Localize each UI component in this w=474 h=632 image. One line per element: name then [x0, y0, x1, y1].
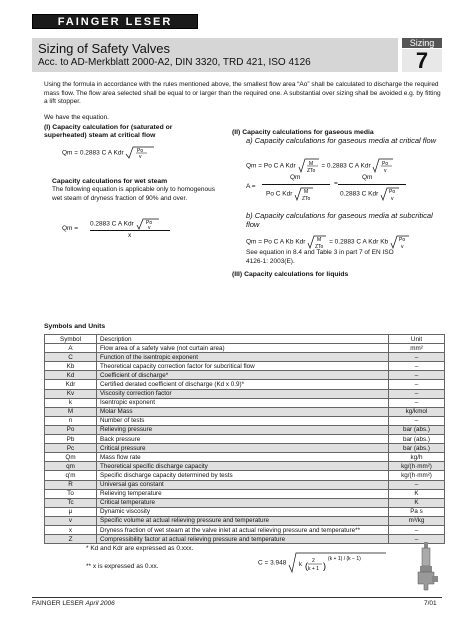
table-header-row — [45, 335, 445, 344]
cell-unit: – — [389, 362, 445, 371]
footer-date: April 2006 — [85, 600, 115, 607]
cell-symbol: A — [45, 344, 97, 353]
cell-description: Back pressure — [97, 435, 389, 444]
sqrt-po-v-icon-2 — [372, 158, 394, 174]
cell-symbol: C — [45, 353, 97, 362]
sqrt-m-zto-den-icon — [294, 187, 314, 201]
cell-unit: – — [389, 371, 445, 380]
cell-symbol: Kdr — [45, 380, 97, 389]
equation-gas-subcritical-alt: = 0.2883 C A Kdr Kb — [329, 238, 389, 246]
cell-symbol: Po — [45, 425, 97, 434]
svg-text:k + 1: k + 1 — [308, 566, 320, 572]
svg-text:Po: Po — [137, 148, 144, 154]
cell-description: Flow area of a safety valve (not curtain area) — [97, 344, 389, 353]
symbols-table — [44, 334, 445, 544]
cell-symbol: Z — [45, 535, 97, 544]
cell-description: Isentropic exponent — [97, 398, 389, 407]
cell-unit: kg/(h·mm²) — [389, 462, 445, 471]
table-row — [45, 371, 445, 380]
svg-text:): ) — [323, 561, 327, 571]
heading-steam-critical: (I) Capacity calculation for (saturated or superheated) steam at critical flow — [44, 124, 173, 139]
svg-text:Po: Po — [389, 189, 396, 195]
cell-symbol: x — [45, 525, 97, 534]
sqrt-wet-icon — [136, 218, 160, 230]
cell-unit: – — [389, 535, 445, 544]
cell-description: Relieving temperature — [97, 489, 389, 498]
footer-rule — [32, 597, 442, 598]
svg-text:(k + 1) / (k − 1): (k + 1) / (k − 1) — [328, 556, 361, 562]
see-equation-text: See equation in 8.4 and Table 3 in part 7 of EN ISO 4126-1: 2003(E). — [246, 249, 394, 265]
intro-paragraph: Using the formula in accordance with the rules mentioned above, the smallest flow area “Ao” shall be calculated to discharge the required mass flow. The flow area selected shall be equal to or larger than the required one. A substantial over sizing shall be avoided e.g. by fitting a lift stopper. — [44, 81, 441, 105]
cell-symbol: R — [45, 480, 97, 489]
table-row — [45, 398, 445, 407]
cell-symbol: k — [45, 398, 97, 407]
svg-text:v: v — [147, 225, 151, 230]
cell-symbol: qm — [45, 462, 97, 471]
cell-unit: – — [389, 398, 445, 407]
cell-symbol: v — [45, 516, 97, 525]
note-x: ** x is expressed as 0.xx. — [86, 563, 159, 570]
cell-symbol: Kd — [45, 371, 97, 380]
cell-description: Molar Mass — [97, 407, 389, 416]
header-symbol: Symbol — [45, 335, 97, 344]
svg-text:Po: Po — [398, 237, 406, 243]
cell-description: Specific discharge capacity determined by tests — [97, 471, 389, 480]
equation-wet-text: 0.2883 C A Kdr — [90, 220, 134, 228]
equation-gas-critical-text: Qm = Po C A Kdr — [246, 162, 296, 170]
table-row — [45, 462, 445, 471]
cell-unit: kg/h — [389, 453, 445, 462]
svg-text:(: ( — [305, 561, 309, 571]
table-row — [45, 453, 445, 462]
svg-text:M: M — [304, 189, 309, 195]
cell-description: Coefficient of discharge* — [97, 371, 389, 380]
footer-company — [32, 600, 115, 607]
page-title: Sizing of Safety Valves — [38, 41, 170, 56]
cell-unit: kg/kmol — [389, 407, 445, 416]
fraction-bar-area-2 — [338, 184, 406, 185]
page-subtitle: Acc. to AD-Merkblatt 2000-A2, DIN 3320, TRD 421, ISO 4126 — [38, 57, 311, 68]
equation-gas-subcritical-text: Qm = Po C A Kb Kdr — [246, 238, 306, 246]
cell-description: Certified derated coefficient of discharge (Kd x 0.9)* — [97, 380, 389, 389]
cell-description: Specific volume at actual relieving pressure and temperature — [97, 516, 389, 525]
equation-gas-subcritical — [246, 235, 410, 249]
equation-area-denominator-2 — [340, 187, 400, 201]
cell-unit: Pa s — [389, 507, 445, 516]
symbols-table-body — [45, 344, 445, 544]
table-row — [45, 498, 445, 507]
equation-area-denominator — [266, 187, 314, 201]
equation-area-numerator-2: Qm — [362, 174, 373, 181]
svg-text:v: v — [400, 244, 404, 249]
title-block — [32, 38, 398, 72]
sqrt-po-v-sub-icon — [390, 235, 410, 249]
symbols-title: Symbols and Units — [44, 323, 106, 330]
table-row — [45, 444, 445, 453]
svg-text:k: k — [299, 562, 303, 568]
table-row — [45, 471, 445, 480]
table-row — [45, 525, 445, 534]
equation-gas-critical — [246, 158, 394, 174]
cell-symbol: Tc — [45, 498, 97, 507]
table-row — [45, 407, 445, 416]
cell-unit: – — [389, 380, 445, 389]
table-row — [45, 516, 445, 525]
subheading-critical-flow: a) Capacity calculations for gaseous media at critical flow — [246, 136, 437, 145]
svg-text:v: v — [384, 168, 387, 174]
svg-text:Po: Po — [382, 161, 389, 167]
note-kd: * Kd and Kdr are expressed as 0.xxx. — [86, 545, 194, 552]
cell-symbol: M — [45, 407, 97, 416]
table-row — [45, 344, 445, 353]
cell-symbol: To — [45, 489, 97, 498]
sqrt-m-zto-sub-icon — [307, 235, 327, 249]
cell-unit: bar (abs.) — [389, 435, 445, 444]
cell-symbol: Kv — [45, 389, 97, 398]
svg-text:2: 2 — [312, 558, 315, 564]
cell-symbol: Kb — [45, 362, 97, 371]
table-row — [45, 480, 445, 489]
cell-description: Number of tests — [97, 416, 389, 425]
cell-description: Mass flow rate — [97, 453, 389, 462]
table-row — [45, 489, 445, 498]
cell-unit: bar (abs.) — [389, 444, 445, 453]
cell-unit: – — [389, 416, 445, 425]
table-row — [45, 435, 445, 444]
sqrt-po-v-den-icon — [380, 187, 400, 201]
svg-text:v: v — [139, 154, 142, 160]
cell-unit: bar (abs.) — [389, 425, 445, 434]
sqrt-m-zto-icon — [298, 158, 320, 174]
equation-c — [258, 552, 388, 574]
cell-description: Relieving pressure — [97, 425, 389, 434]
cell-unit: m³/kg — [389, 516, 445, 525]
equals-sign: = — [334, 180, 338, 187]
svg-text:ZTo: ZTo — [315, 244, 324, 249]
header-description: Description — [97, 335, 389, 344]
cell-unit: mm² — [389, 344, 445, 353]
cell-symbol: q'm — [45, 471, 97, 480]
heading-liquids: (III) Capacity calculations for liquids — [232, 271, 349, 278]
header-unit: Unit — [389, 335, 445, 344]
cell-description: Universal gas constant — [97, 480, 389, 489]
svg-text:v: v — [391, 196, 394, 201]
svg-text:M: M — [317, 237, 322, 243]
cell-unit: – — [389, 525, 445, 534]
cell-unit: – — [389, 353, 445, 362]
cell-description: Theoretical capacity correction factor for subcritical flow — [97, 362, 389, 371]
wet-steam-text: The following equation is applicable only to homogenous wet steam of dryness fraction of 90% and over. — [52, 186, 215, 202]
cell-description: Dryness fraction of wet steam at the valve inlet at actual relieving pressure and temperature** — [97, 525, 389, 534]
cell-description: Critical temperature — [97, 498, 389, 507]
table-row — [45, 535, 445, 544]
page-number: 7/01 — [424, 600, 437, 607]
cell-unit: kg/(h·mm²) — [389, 471, 445, 480]
footer-company-name: FAINGER LESER — [32, 600, 84, 607]
fraction-bar-area — [262, 184, 330, 185]
cell-symbol: Qm — [45, 453, 97, 462]
section-number: 7 — [402, 49, 442, 72]
cell-unit: K — [389, 489, 445, 498]
c-function-icon — [288, 552, 388, 574]
sqrt-po-v-icon — [125, 146, 155, 160]
subheading-subcritical-flow: b) Capacity calculations for gaseous media at subcritical flow — [246, 211, 433, 229]
equation-area-den-text: Po C Kdr — [266, 190, 293, 198]
cell-description: Compressibility factor at actual relieving pressure and temperature — [97, 535, 389, 544]
equation-gas-critical-alt: = 0.2883 C A Kdr — [321, 162, 371, 170]
cell-description: Theoretical specific discharge capacity — [97, 462, 389, 471]
company-logo: FAINGER LESER — [32, 14, 198, 29]
cell-description: Viscosity correction factor — [97, 389, 389, 398]
cell-description: Dynamic viscosity — [97, 507, 389, 516]
table-row — [45, 425, 445, 434]
equation-wet-numerator — [90, 218, 160, 230]
equation-area-lhs: A = — [246, 183, 256, 190]
heading-wet-steam: Capacity calculations for wet steam — [52, 178, 168, 185]
table-row — [45, 389, 445, 398]
cell-description: Critical pressure — [97, 444, 389, 453]
equation-steam — [62, 146, 155, 160]
cell-unit: K — [389, 498, 445, 507]
cell-symbol: Pc — [45, 444, 97, 453]
svg-text:M: M — [308, 161, 313, 167]
cell-symbol: Pb — [45, 435, 97, 444]
equation-area-den2-text: 0.2883 C Kdr — [340, 190, 379, 198]
cell-symbol: n — [45, 416, 97, 425]
equation-c-text: C = 3.948 — [258, 559, 287, 567]
svg-text:Po: Po — [145, 220, 152, 226]
equation-wet-lhs: Qm = — [62, 225, 79, 232]
cell-symbol: μ — [45, 507, 97, 516]
equation-wet-denominator: x — [128, 232, 132, 239]
table-row — [45, 416, 445, 425]
table-row — [45, 353, 445, 362]
equation-steam-text: Qm = 0.2883 C A Kdr — [62, 149, 124, 157]
fraction-bar — [90, 230, 170, 231]
heading-gaseous-media: (II) Capacity calculations for gaseous media — [232, 129, 374, 136]
cell-unit: – — [389, 389, 445, 398]
svg-text:ZTo: ZTo — [302, 196, 311, 201]
table-row — [45, 507, 445, 516]
have-equation-text: We have the equation. — [44, 114, 109, 121]
cell-unit: – — [389, 480, 445, 489]
svg-text:ZTo: ZTo — [306, 168, 315, 174]
table-row — [45, 380, 445, 389]
table-row — [45, 362, 445, 371]
section-label: Sizing — [402, 38, 442, 48]
equation-area-numerator: Qm — [290, 174, 301, 181]
safety-valve-icon — [414, 540, 438, 594]
cell-description: Function of the isentropic exponent — [97, 353, 389, 362]
